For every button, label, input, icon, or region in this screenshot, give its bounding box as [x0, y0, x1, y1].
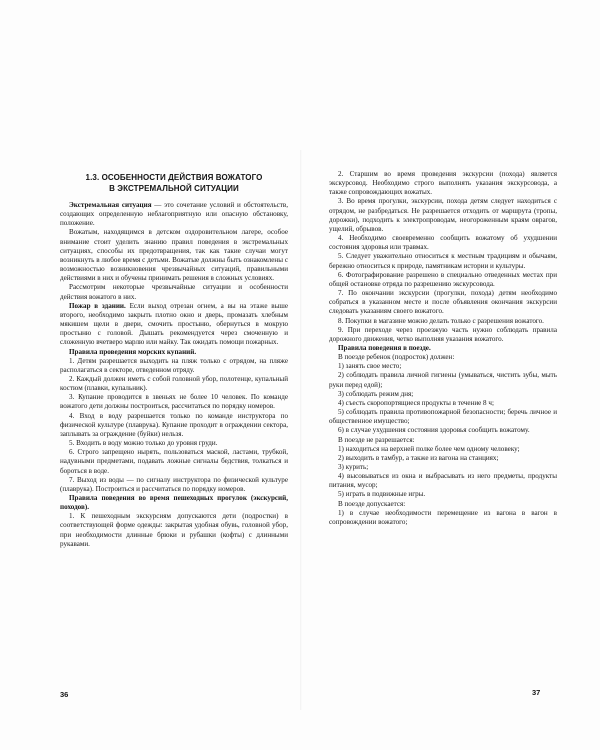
list-item: 1) находиться на верхней полке более чем одному человеку; — [338, 444, 520, 453]
term-fire: Пожар в здании. — [69, 301, 126, 310]
list-item: 2. Старшим во время проведения экскурсии (похода) является экскурсовод. Необходимо строго выполнять указания экскурсовода, а также сопровождающих вожатых. — [329, 170, 557, 197]
subheading-walks: Правила поведения во время пешеходных прогулок (экскурсий, походов). — [60, 494, 288, 512]
list-item: 2. Каждый должен иметь с собой головной убор, полотенце, купальный костюм (плавки, купальник). — [60, 374, 288, 393]
paragraph-definition — [60, 201, 288, 228]
list-item: 1. К пешеходным экскурсиям допускаются дети (подростки) в соответствующей форме одежды: закрытая удобная обувь, головной убор, при необходимости длинные брюки и рубашки (кофты) с длинными рукавами. — [60, 512, 288, 548]
list-item: 6. Строго запрещено нырять, пользоваться маской, ластами, трубкой, надувными предметами, подавать ложные сигналы бедствия, толкаться и бороться в воде. — [60, 448, 288, 475]
list-item: 3. Во время прогулки, экскурсии, похода детям следует находиться с отрядом, не разбредаться. Не разрешается отходить от маршрута (тропы, дорожки), подходить к электропроводам, неогороженным краям оврагов, ущелий, обрывов. — [329, 197, 557, 233]
list-item: 5. Следует уважительно относиться к местным традициям и обычаям, бережно относиться к природе, памятникам истории и культуры. — [329, 252, 557, 270]
list-item: В поезде не разрешается: — [338, 435, 415, 444]
list-item: 7. Выход из воды — по сигналу инструктора по физической культуре (плаврука). Построиться и рассчитаться по порядку номеров. — [60, 475, 288, 493]
right-page — [329, 170, 557, 527]
left-page — [60, 172, 288, 549]
heading-line-2: В ЭКСТРЕМАЛЬНОЙ СИТУАЦИИ — [109, 184, 239, 193]
list-item: 3) курить; — [338, 463, 369, 471]
fire-text: Если выход отрезан огнем, а вы на этаже выше второго, необходимо закрыть плотно окно и дверь, промазать хлебным мякишем щели в двери, смочить простыню, обернуться в мокрую простыню с головой. Дышать рекомендуется через смоченную и сложенную вчетверо марлю или майку. Так ожидать помощи пожарных. — [60, 301, 288, 347]
definition-text: — это сочетание условий и обстоятельств, создающих определенную неблагоприятную или опасную обстановку, положение. — [60, 201, 288, 228]
list-item: 5) играть в подвижные игры. — [338, 490, 426, 499]
list-item: 4) высовываться из окна и выбрасывать из него предметы, продукты питания, мусор; — [329, 472, 557, 490]
section-heading — [60, 172, 288, 194]
book-gutter — [300, 150, 302, 710]
list-item: 4. Необходимо своевременно сообщить вожатому об ухудшении состояния здоровья или травмах. — [329, 234, 557, 252]
paragraph-consider: Рассмотрим некоторые чрезвычайные ситуации и особенности действия вожатого в них. — [60, 283, 288, 301]
list-item: 7. По окончании экскурсии (прогулки, похода) детям необходимо собраться в указанном месте и после объявления окончания экскурсии следовать указаниям своего вожатого. — [329, 289, 557, 316]
subheading-sea-bathing: Правила проведения морских купаний. — [69, 347, 197, 356]
list-item: 8. Покупки в магазине можно делать только с разрешения вожатого. — [338, 316, 544, 325]
list-item: 5. Входить в воду можно только до уровня груди. — [69, 439, 218, 448]
list-item: 2) выходить в тамбур, а также из вагона на станциях; — [338, 453, 499, 462]
heading-line-1: 1.3. ОСОБЕННОСТИ ДЕЙСТВИЯ ВОЖАТОГО — [85, 173, 263, 182]
list-item: 9. При переходе через проезжую часть нужно соблюдать правила дорожного движения, четко выполняя указания вожатого. — [329, 325, 557, 343]
list-item: 5) соблюдать правила противопожарной безопасности; беречь личное и общественное имущество; — [329, 408, 557, 426]
list-item: В поезде допускается: — [338, 499, 406, 508]
list-item: 1. Детям разрешается выходить на пляж только с отрядом, на пляже располагаться в секторе, отведенном отряду. — [60, 356, 288, 374]
list-item: 2) соблюдать правила личной гигиены (умываться, чистить зубы, мыть руки перед едой); — [329, 371, 557, 389]
list-item: 4. Вход в воду разрешается только по команде инструктора по физической культуре (плаврука). Купание проходит в ограждении сектора, заплывать за ограждение (буйки) нельзя. — [60, 411, 288, 438]
list-item: 1) в случае необходимости перемещение из вагона в вагон в сопровождении вожатого; — [329, 508, 557, 526]
paragraph-counselors: Вожатым, находящимся в детском оздоровительном лагере, особое внимание стоит уделить знанию правил поведения в экстремальных ситуациях, способы их предотвращения, так как такие случаи могут возникнуть в любое время с детьми. Вожатые должны быть ознакомлены с возможностью возникновения чрезвычайных ситуаций, правильными действиями в них и обучены принимать решения в сложных условиях. — [60, 228, 288, 283]
paragraph-fire — [60, 302, 288, 348]
list-item: В поезде ребенок (подросток) должен: — [338, 353, 455, 362]
page-number-right: 37 — [532, 688, 541, 697]
list-item: 6. Фотографирование разрешено в специально отведенных местах при общей остановке отряда по разрешению экскурсовода. — [329, 270, 557, 288]
term-extreme-situation: Экстремальная ситуация — [69, 201, 152, 209]
list-item: 4) съесть скоропортящиеся продукты в течение 8 ч; — [338, 398, 494, 407]
list-item: 3. Купание проводится в звеньях не более 10 человек. По команде вожатого дети должны построиться, рассчитаться по порядку номеров. — [60, 393, 288, 411]
list-item: 3) соблюдать режим дня; — [338, 389, 414, 398]
subheading-train: Правила поведения в поезде. — [338, 343, 431, 352]
page-number-left: 36 — [60, 690, 69, 699]
list-item: 1) занять свое место; — [338, 362, 402, 371]
list-item: 6) в случае ухудшения состояния здоровья сообщить вожатому. — [338, 426, 530, 435]
